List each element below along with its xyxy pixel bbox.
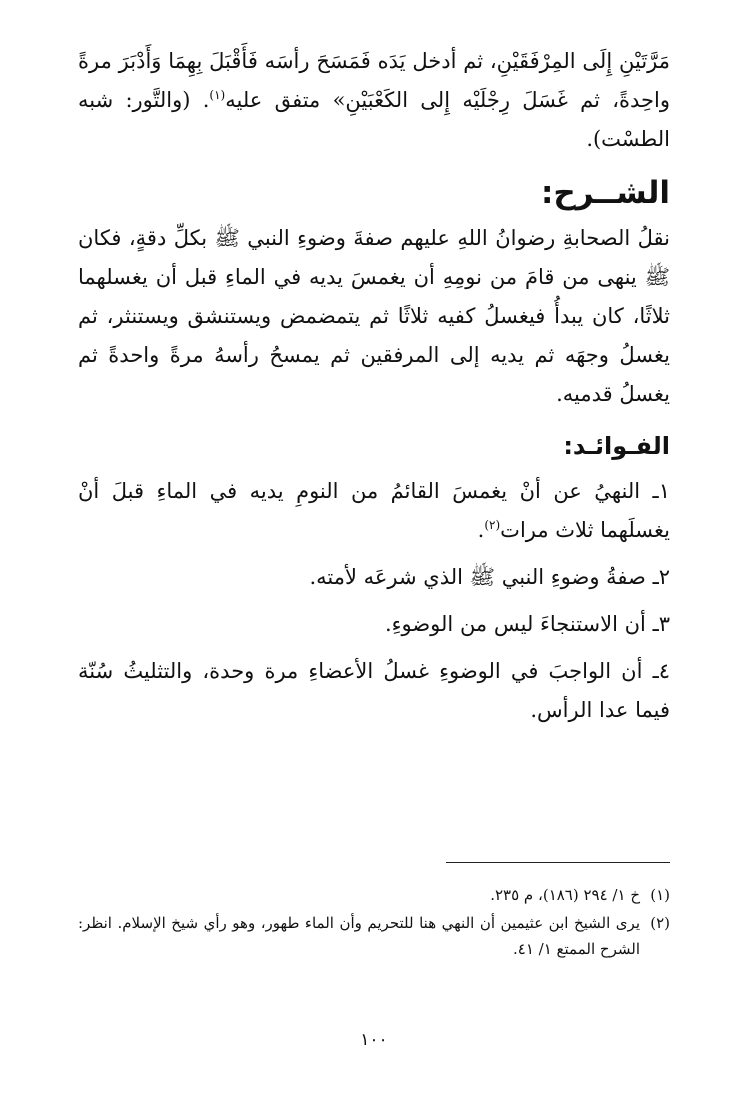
fawaid-item-tail: . [477, 518, 485, 542]
fawaid-item-number: ١ـ [652, 479, 670, 503]
hadith-text [78, 42, 670, 159]
fawaid-heading: الفـوائـد: [563, 432, 670, 460]
hadith-text-main: مَرَّتَيْنِ إِلَى المِرْفَقَيْنِ، ثم أدخل يَدَه فَمَسَحَ رأسَه فَأَقْبَلَ بِهِمَا وَأَدْبَرَ مرةً واحِدةً، ثم غَسَلَ رِجْلَيْه إِلى الكَعْبَيْنِ» متفق عليه [78, 49, 671, 112]
fawaid-list [78, 472, 670, 730]
fawaid-item-number: ٤ـ [652, 659, 670, 683]
page-number: ١٠٠ [360, 1030, 388, 1050]
fawaid-item-number: ٢ـ [652, 565, 670, 589]
hadith-text-tail: . (والتَّور: شبه الطسْت). [78, 88, 670, 151]
footnote-separator [446, 862, 670, 863]
fawaid-item-text: أن الاستنجاءَ ليس من الوضوءِ. [384, 612, 646, 636]
book-page [78, 42, 670, 1072]
footnote-text: خ ١/ ٢٩٤ (١٨٦)، م ٢٣٥. [490, 886, 640, 904]
footnote-ref-2[interactable]: (٢) [484, 518, 501, 532]
footnote-item [78, 910, 670, 962]
footnote-text: يرى الشيخ ابن عثيمين أن النهي هنا للتحريم وأن الماء طهور، وهو رأي شيخ الإسلام. انظر: الشرح الممتع ١/ ٤١. [78, 914, 640, 958]
footnote-item [78, 882, 670, 908]
footnote-ref-1[interactable]: (١) [209, 88, 226, 102]
fawaid-item [78, 558, 670, 597]
footnotes [78, 882, 670, 964]
fawaid-item [78, 605, 670, 644]
footnote-mark: (١) [650, 886, 670, 904]
sharh-heading: الشــرح: [540, 175, 670, 211]
fawaid-item-text: النهيُ عن أنْ يغمسَ القائمُ من النومِ يديه في الماءِ قبلَ أنْ يغسلَهما ثلاث مرات [78, 479, 670, 542]
fawaid-item [78, 472, 670, 550]
footnote-mark: (٢) [650, 914, 670, 932]
fawaid-item-number: ٣ـ [652, 612, 670, 636]
sharh-paragraph: نقلُ الصحابةِ رضوانُ اللهِ عليهم صفةَ وضوءِ النبي ﷺ بكلِّ دقةٍ، فكان ﷺ ينهى من قامَ من نومِهِ أن يغمسَ يديه في الماءِ قبل أن يغسلهما ثلاثًا، كان يبدأُ فيغسلُ كفيه ثلاثًا ثم يتمضمض ويستنشق ويستنثر، ثم يغسلُ وجهَه ثم يديه إلى المرفقين ثم يمسحُ رأسهُ مرةً واحدةً ثم يغسلُ قدميه. [78, 226, 670, 406]
fawaid-item-text: صفةُ وضوءِ النبي ﷺ الذي شرعَه لأمته. [309, 565, 646, 589]
fawaid-item-text: أن الواجبَ في الوضوءِ غسلُ الأعضاءِ مرة وحدة، والتثليثُ سُنّة فيما عدا الرأس. [78, 659, 670, 722]
fawaid-item [78, 652, 670, 730]
